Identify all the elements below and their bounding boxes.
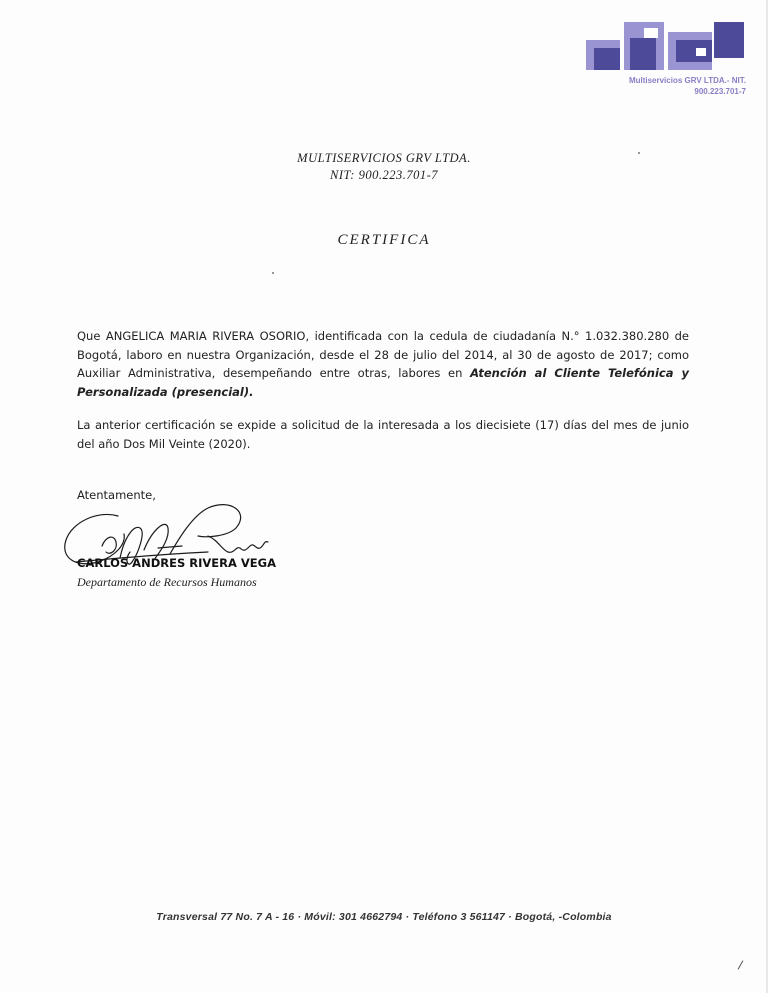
- company-name: MULTISERVICIOS GRV LTDA.: [297, 151, 471, 165]
- document-title: CERTIFICA: [337, 232, 431, 248]
- issuance-paragraph: La anterior certificación se expide a solicitud de la interesada a los diecisiete (17) días del mes de junio del año Dos Mil Veinte (2020).: [77, 418, 689, 451]
- logo-block-4: [630, 38, 656, 70]
- paragraph1-emphasis: Atención al Cliente Telefónica y Personalizada (presencial).: [77, 366, 689, 399]
- footer-contact-line: Transversal 77 No. 7 A - 16 · Móvil: 301 4662794 · Teléfono 3 561147 · Bogotá, -Colombia: [156, 911, 612, 923]
- scan-speck: [272, 272, 274, 274]
- scan-speck: [738, 960, 744, 969]
- certification-paragraph: [77, 327, 689, 401]
- logo-block-9: [696, 48, 706, 56]
- signer-name: CARLOS ANDRES RIVERA VEGA: [77, 556, 276, 570]
- company-header: [0, 150, 768, 184]
- paragraph1-text: Que ANGELICA MARIA RIVERA OSORIO, identificada con la cedula de ciudadanía N.° 1.032.380.280 de Bogotá, laboro en nuestra Organización, desde el 28 de julio del 2014, al 30 de agosto de 2017; como Auxiliar Administrativa, desempeñando entre otras, labores en: [77, 329, 689, 380]
- logo-caption: [629, 75, 746, 97]
- company-nit: NIT: 900.223.701-7: [330, 168, 438, 182]
- salutation: Atentamente,: [77, 488, 156, 502]
- logo-block-2: [594, 48, 620, 70]
- logo-caption-line1: Multiservicios GRV LTDA.- NIT.: [628, 76, 746, 85]
- logo-block-8: [714, 22, 744, 58]
- logo-block-7: [676, 40, 712, 62]
- signer-department: Departamento de Recursos Humanos: [77, 575, 257, 589]
- logo-caption-line2: 900.223.701-7: [694, 87, 746, 96]
- scan-speck: [638, 152, 640, 154]
- logo-block-5: [644, 28, 658, 38]
